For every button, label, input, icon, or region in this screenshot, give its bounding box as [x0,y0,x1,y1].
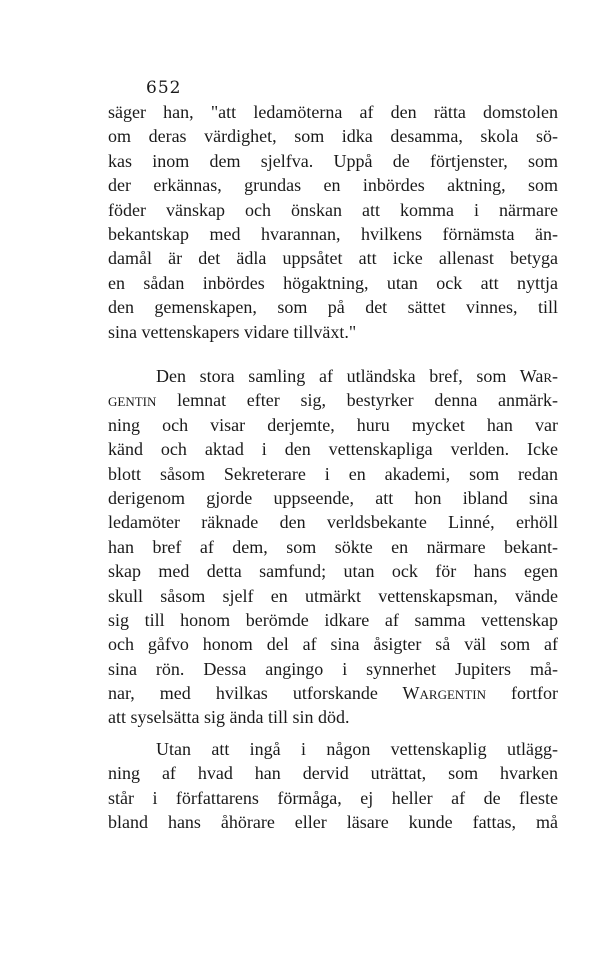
text-line: den gemenskapen, som på det sättet vinnes, till [108,297,558,318]
person-name [520,366,558,386]
text-line: ledamöter räknade den verldsbekante Linné, erhöll [108,512,558,533]
text-line: sig till honom berömde idkare af samma vettenskap [108,609,558,630]
text-fragment: Den stora samling af utländska bref, som [156,366,507,386]
text-line: damål är det ädla uppsåtet att icke allenast betyga [108,248,558,269]
text-line: om deras värdighet, som idka desamma, skola sö- [108,126,558,147]
text-line: står i författarens förmåga, ej heller af de fleste [108,787,558,808]
text-line: bekantskap med hvarannan, hvilkens förnämsta än- [108,223,558,244]
text-fragment: nar, med hvilkas utforskande [108,683,378,704]
person-name [403,683,486,703]
text-line: och gåfvo honom del af sina åsigter så väl som af [108,634,558,655]
text-line: säger han, "att ledamöterna af den rätta domstolen [108,102,558,122]
text-line [108,388,558,412]
text-line: en sådan inbördes högaktning, utan ock att nyttja [108,272,558,293]
text-line: kas inom dem sjelfva. Uppå de förtjenster, som [108,150,558,171]
page-number: 652 [146,78,182,98]
person-name: gentin [108,390,157,411]
text-line: sina rön. Dessa angingo i synnerhet Jupiters må- [108,658,558,679]
text-fragment: lemnat efter sig, bestyrker denna anmärk- [177,390,559,411]
text-fragment: fortfor [511,683,558,704]
text-line: skap med detta samfund; utan ock för hans egen [108,561,558,582]
text-line: sina vettenskapers vidare tillväxt." [108,321,357,342]
text-line: ning af hvad han dervid uträttat, som hvarken [108,763,558,784]
text-line: ning och visar derjemte, huru mycket han var [108,414,558,435]
paragraph-3 [108,737,558,835]
text-line: skull såsom sjelf en utmärkt vettenskapsman, vände [108,585,558,606]
text-line: han bref af dem, som sökte en närmare bekant- [108,536,558,557]
text-line [108,364,558,388]
text-line: der erkännas, grundas en inbördes aktning, som [108,175,558,196]
paragraph-1 [108,100,558,344]
name-part: W [402,683,420,704]
text-line: känd och aktad i den vettenskapliga verlden. Icke [108,439,558,460]
text-line: föder vänskap och önskan att komma i närmare [108,199,558,220]
text-line: derigenom gjorde uppseende, att hon ibland sina [108,487,558,508]
name-part-smallcaps: r- [543,366,558,386]
text-line: Utan att ingå i någon vettenskaplig utlägg- [156,739,558,759]
text-line: blott såsom Sekreterare i en akademi, som redan [108,463,558,484]
text-line [108,681,558,705]
paragraph-2 [108,364,558,730]
name-part-smallcaps: argentin [419,683,486,704]
name-part: Wa [519,366,544,386]
text-line: att syselsätta sig ända till sin död. [108,707,350,728]
text-line: bland hans åhörare eller läsare kunde fattas, må [108,812,558,833]
